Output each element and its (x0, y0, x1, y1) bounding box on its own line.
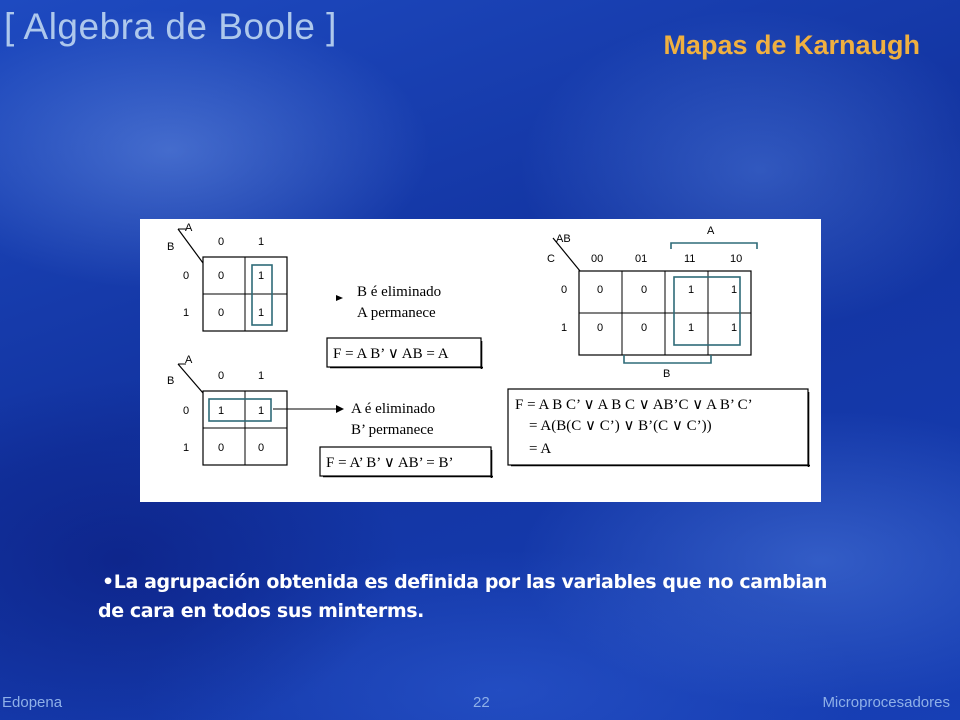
kmap-3-row-header: 0 (561, 284, 568, 296)
note-1-line1: B é eliminado (357, 284, 442, 300)
kmap-3-bracket-top-label: A (707, 225, 715, 237)
kmap-1-row-header: 1 (183, 307, 190, 319)
kmap-1-col-header: 1 (258, 236, 265, 248)
note-2-line1: A é eliminado (351, 401, 436, 417)
bullet-point (98, 568, 838, 626)
kmap-3-cell: 0 (641, 284, 648, 296)
kmap-3-cell: 0 (597, 284, 604, 296)
kmap-3-bracket-bottom (624, 355, 711, 363)
kmap-3-col-header: 01 (635, 253, 648, 265)
derivation-line: = A(B(C ∨ C’) ∨ B’(C ∨ C’)) (529, 418, 712, 434)
kmap-3 (547, 225, 757, 380)
kmap-2-var-top: A (185, 354, 193, 366)
karnaugh-figure (140, 219, 821, 502)
note-2-line2: B’ permanece (351, 422, 434, 438)
karnaugh-diagram (140, 219, 821, 502)
kmap-2-cell: 0 (258, 442, 265, 454)
slide-title: [ Algebra de Boole ] (4, 6, 337, 47)
kmap-3-col-header: 00 (591, 253, 604, 265)
derivation-line: F = A B C’ ∨ A B C ∨ AB’C ∨ A B’ C’ (515, 397, 753, 413)
kmap-3-cell: 1 (688, 322, 695, 334)
kmap-1 (167, 222, 287, 331)
kmap-2-row-header: 0 (183, 405, 190, 417)
kmap-1-row-header: 0 (183, 270, 190, 282)
kmap-3-row-header: 1 (561, 322, 568, 334)
kmap-2-cell: 1 (258, 405, 265, 417)
kmap-3-cell: 1 (688, 284, 695, 296)
kmap-1-cell: 1 (258, 270, 265, 282)
kmap-3-cell: 1 (731, 284, 738, 296)
footer-author: Edopena (2, 694, 63, 711)
kmap-2-diagonal (178, 364, 203, 393)
kmap-1-cell: 0 (218, 307, 225, 319)
kmap-3-bracket-bottom-label: B (663, 368, 671, 380)
kmap-3-cell: 0 (641, 322, 648, 334)
kmap-3-col-header: 10 (730, 253, 743, 265)
kmap-2 (167, 354, 287, 465)
footer-page-number: 22 (473, 694, 490, 711)
kmap-1-var-top: A (185, 222, 193, 234)
kmap-3-col-header: 11 (684, 253, 696, 265)
kmap-1-cell: 0 (218, 270, 225, 282)
kmap-1-col-header: 0 (218, 236, 225, 248)
kmap-1-var-left: B (167, 241, 175, 253)
kmap-3-cell: 1 (731, 322, 738, 334)
footer-course: Microprocesadores (822, 694, 950, 711)
kmap-2-col-header: 1 (258, 370, 265, 382)
slide-subtitle: Mapas de Karnaugh (663, 30, 920, 60)
kmap-1-cell: 1 (258, 307, 265, 319)
kmap-3-bracket-top (671, 243, 757, 249)
kmap-2-row-header: 1 (183, 442, 190, 454)
kmap-2-col-header: 0 (218, 370, 225, 382)
formula-2: F = A’ B’ ∨ AB’ = B’ (326, 455, 454, 471)
kmap-3-cell: 0 (597, 322, 604, 334)
formula-1: F = A B’ ∨ AB = A (333, 346, 449, 362)
kmap-3-var-top: AB (556, 233, 571, 245)
kmap-2-cell: 0 (218, 442, 225, 454)
bullet-marker: • (102, 571, 114, 593)
note-1-arrow (336, 295, 343, 301)
kmap-1-diagonal (178, 229, 203, 263)
derivation-line: = A (529, 441, 552, 457)
bullet-text: La agrupación obtenida es definida por las variables que no cambian de cara en todos sus minterms. (98, 571, 827, 622)
note-1-line2: A permanece (357, 305, 436, 321)
kmap-3-var-left: C (547, 253, 555, 265)
kmap-2-var-left: B (167, 375, 175, 387)
kmap-2-cell: 1 (218, 405, 225, 417)
